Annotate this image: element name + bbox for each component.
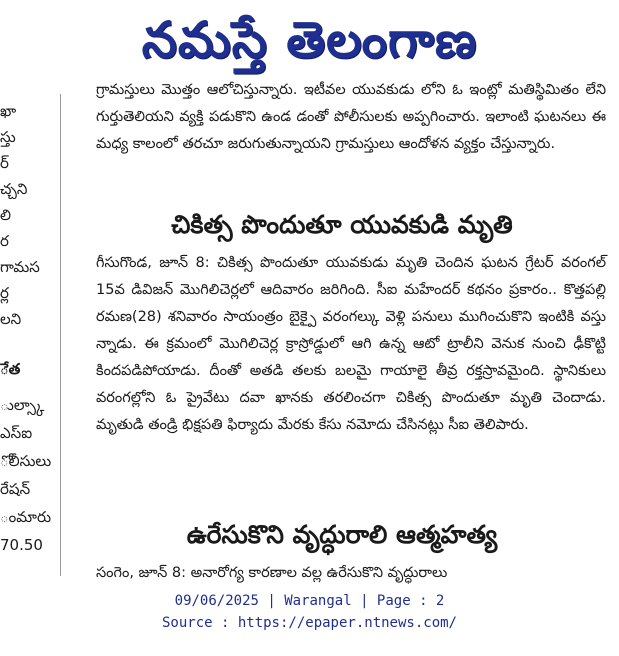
strip-line: లి <box>0 206 11 224</box>
strip-line: లని <box>0 310 22 328</box>
strip-line: ంమారు <box>0 508 52 526</box>
strip-line: గామస <box>0 258 40 276</box>
strip-line: ఖా <box>0 102 17 120</box>
masthead-title: నమస్తే తెలంగాణ <box>141 10 478 69</box>
strip-line: ర <box>0 232 9 250</box>
clipping-footer <box>0 590 619 634</box>
source-url: Source : https://epaper.ntnews.com/ <box>161 615 457 631</box>
strip-line: ఎస్ఐ <box>0 424 33 442</box>
strip-heading: ేత <box>0 360 21 378</box>
previous-story-tail: గ్రామస్తులు మొత్తం ఆలోచిస్తున్నారు. ఇటీవల యువకుడు లోని ఓ ఇంట్లో మతిస్థిమితం లేని గుర్తుతెలియని వ్యక్తి పడుకొని ఉండ డంతో పోలీసులకు అప్పగించారు. ఇలాంటి ఘటనలు ఈ మధ్య కాలంలో తరచూ జరుగుతున్నాయని గ్రామస్తులు ఆందోళన వ్యక్తం చేస్తున్నారు. <box>96 82 606 152</box>
strip-line: స్తు <box>0 128 16 146</box>
strip-line: 70.50 <box>0 536 43 554</box>
headline-elderly-suicide: ఉరేసుకొని వృద్ధురాలి ఆత్మహత్య <box>186 520 498 549</box>
strip-line: ర్ల <box>0 284 9 302</box>
strip-line: చ్చని <box>0 180 28 198</box>
edition-info: 09/06/2025 | Warangal | Page : 2 <box>174 593 445 609</box>
strip-line: ోలీసులు <box>0 452 52 470</box>
column-rule <box>60 94 61 576</box>
clipping-frame <box>0 82 619 581</box>
headline-youth-death: చికిత్స పొందుతూ యువకుడి మృతి <box>171 210 513 239</box>
strip-line: రేషన్ <box>0 480 31 498</box>
story-elderly-suicide-body: సంగెం, జూన్ 8: అనారోగ్య కారణాల వల్ల ఉరేసుకొని వృద్ధురాలు <box>96 565 448 581</box>
story-youth-death-body: గీసుగొండ, జూన్ 8: చికిత్స పొందుతూ యువకుడు మృతి చెందిన ఘటన గ్రేటర్ వరంగల్ 15వ డివిజన్ మొగిలిచెర్లలో ఆదివారం జరిగింది. సీఐ మహేందర్ కథనం ప్రకారం.. కొత్తపల్లి రమణ(28) శనివారం సాయంత్రం బైక్పై వరంగల్కు వెళ్లి పనులు ముగించుకొని ఇంటికి వస్తు న్నాడు. ఈ క్రమంలో మొగిలిచెర్ల క్రాస్రోడ్డులో ఆగి ఉన్న ఆటో ట్రాలీని వెనుక నుంచి ఢీకొట్టి కిందపడిపోయాడు. దీంతో అతడి తలకు బలమై గాయాలై తీవ్ర రక్తస్రావమైంది. స్థానికులు వరంగల్లోని ఓ ప్రైవేటు దవా ఖానకు తరలించగా చికిత్స పొందుతూ మృతి చెందాడు. మృతుడి తండ్రి భిక్షపతి ఫిర్యాదు మేరకు కేసు నమోదు చేసినట్లు సీఐ తెలిపారు. <box>96 255 606 433</box>
adjacent-column-strip <box>0 94 56 576</box>
strip-line: ుల్స్కా <box>0 396 45 414</box>
strip-line: ర్ <box>0 154 9 172</box>
news-article <box>72 82 612 581</box>
